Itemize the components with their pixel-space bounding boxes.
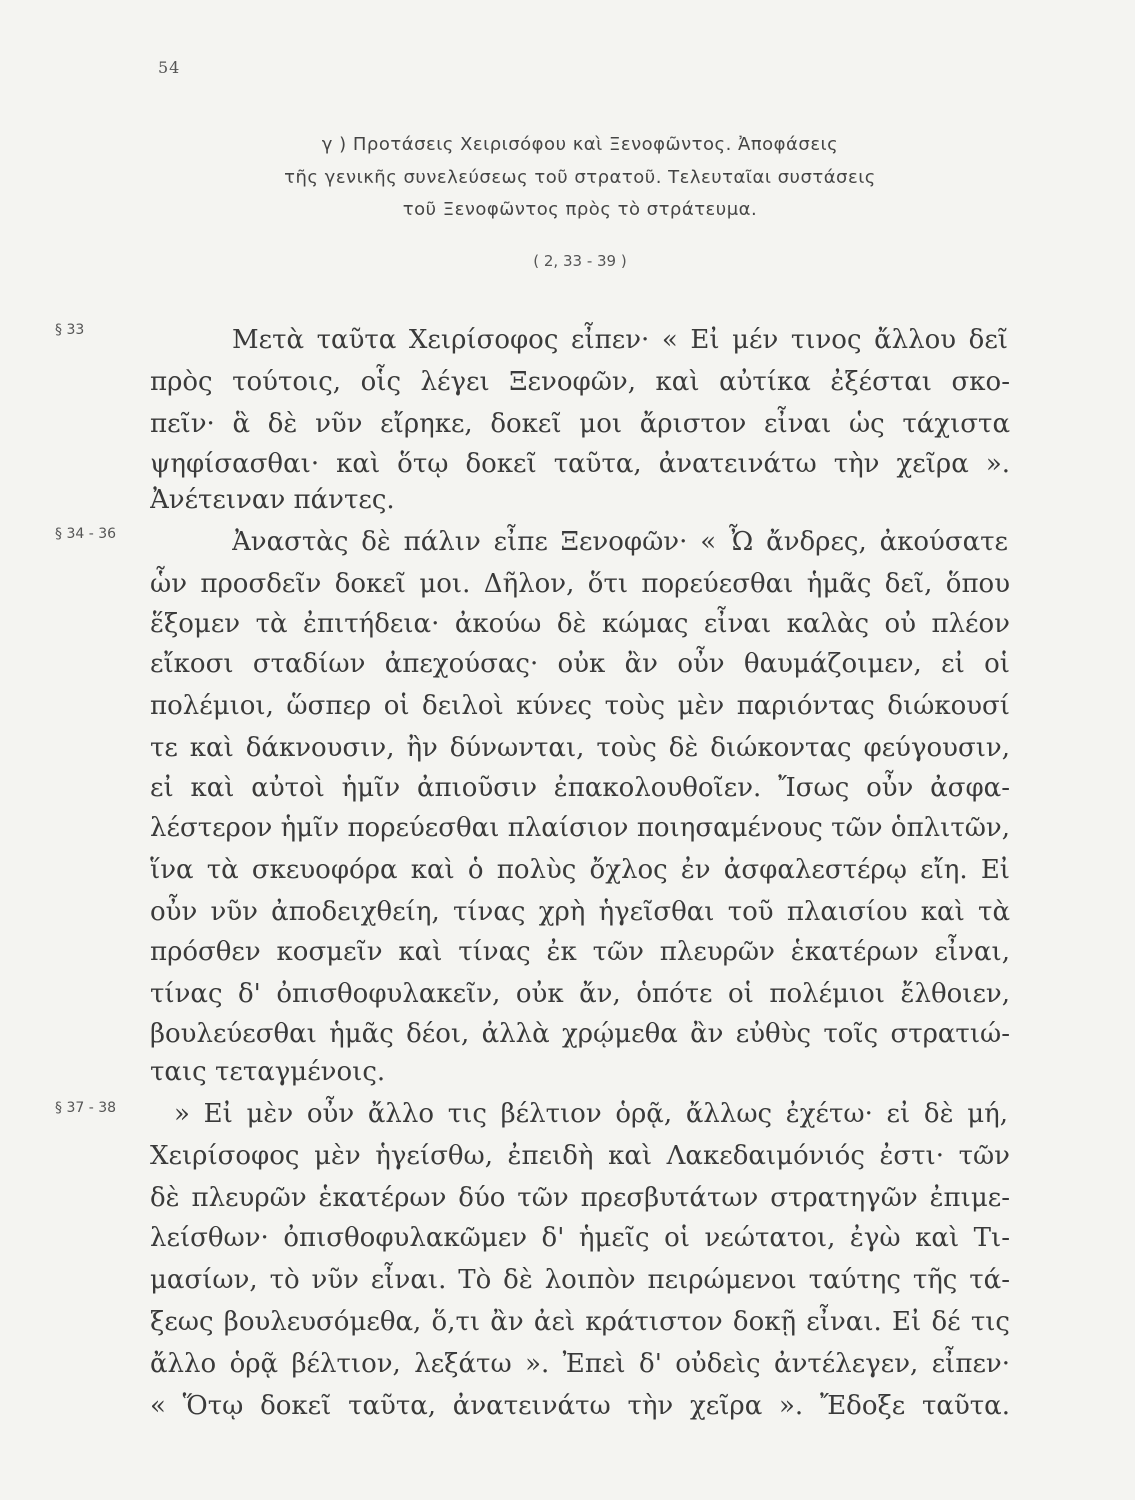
- text-line: εἴκοσι σταδίων ἀπεχούσας· οὐκ ἂν οὖν θαυμάζοιμεν, εἰ οἱ: [150, 649, 1010, 679]
- text-line: βουλεύεσθαι ἡμᾶς δέοι, ἀλλὰ χρῴμεθα ἂν εὐθὺς τοῖς στρατιώ-: [150, 1019, 1010, 1049]
- text-line: » Εἰ μὲν οὖν ἄλλο τις βέλτιον ὁρᾷ, ἄλλως ἐχέτω· εἰ δὲ μή,: [174, 1099, 1008, 1129]
- text-line: « Ὅτῳ δοκεῖ ταῦτα, ἀνατεινάτω τὴν χεῖρα ». Ἔδοξε ταῦτα.: [150, 1391, 1010, 1421]
- text-line: τε καὶ δάκνουσιν, ἢν δύνωνται, τοὺς δὲ διώκοντας φεύγουσιν,: [150, 733, 1010, 763]
- text-line: τίνας δ' ὀπισθοφυλακεῖν, οὐκ ἄν, ὁπότε οἱ πολέμιοι ἔλθοιεν,: [150, 979, 1010, 1009]
- chapter-heading-line-3: τοῦ Ξενοφῶντος πρὸς τὸ στράτευμα.: [402, 199, 758, 220]
- page-number: 54: [158, 58, 181, 77]
- text-line: Μετὰ ταῦτα Χειρίσοφος εἶπεν· « Εἰ μέν τινος ἄλλου δεῖ: [232, 325, 1008, 355]
- text-line: πεῖν· ἃ δὲ νῦν εἴρηκε, δοκεῖ μοι ἄριστον εἶναι ὡς τάχιστα: [150, 409, 1010, 439]
- text-line: ὧν προσδεῖν δοκεῖ μοι. Δῆλον, ὅτι πορεύεσθαι ἡμᾶς δεῖ, ὅπου: [150, 569, 1010, 599]
- text-line: Ἀνέτειναν πάντες.: [150, 485, 395, 515]
- chapter-heading-line-1: γ ) Προτάσεις Χειρισόφου καὶ Ξενοφῶντος. Ἀποφάσεις: [321, 134, 839, 155]
- text-line: πολέμιοι, ὥσπερ οἱ δειλοὶ κύνες τοὺς μὲν παριόντας διώκουσί: [150, 691, 1010, 721]
- text-line: ψηφίσασθαι· καὶ ὅτῳ δοκεῖ ταῦτα, ἀνατεινάτω τὴν χεῖρα ».: [150, 449, 1010, 479]
- text-line: λείσθων· ὀπισθοφυλακῶμεν δ' ἡμεῖς οἱ νεώτατοι, ἐγὼ καὶ Τι-: [150, 1223, 1010, 1253]
- text-line: ἕξομεν τὰ ἐπιτήδεια· ἀκούω δὲ κώμας εἶναι καλὰς οὐ πλέον: [150, 609, 1010, 639]
- text-line: πρὸς τούτοις, οἷς λέγει Ξενοφῶν, καὶ αὐτίκα ἐξέσται σκο-: [150, 367, 1010, 397]
- chapter-heading-line-2: τῆς γενικῆς συνελεύσεως τοῦ στρατοῦ. Τελευταῖαι συστάσεις: [284, 167, 876, 188]
- text-line: πρόσθεν κοσμεῖν καὶ τίνας ἐκ τῶν πλευρῶν ἑκατέρων εἶναι,: [150, 937, 1010, 967]
- text-line: δὲ πλευρῶν ἑκατέρων δύο τῶν πρεσβυτάτων στρατηγῶν ἐπιμε-: [150, 1183, 1010, 1213]
- text-line: Ἀναστὰς δὲ πάλιν εἶπε Ξενοφῶν· « Ὦ ἄνδρες, ἀκούσατε: [232, 527, 1008, 557]
- text-line: Χειρίσοφος μὲν ἡγείσθω, ἐπειδὴ καὶ Λακεδαιμόνιός ἐστι· τῶν: [150, 1141, 1010, 1171]
- text-line: λέστερον ἡμῖν πορεύεσθαι πλαίσιον ποιησαμένους τῶν ὁπλιτῶν,: [150, 813, 1010, 843]
- section-label-33: § 33: [55, 322, 85, 338]
- section-label-37-38: § 37 - 38: [55, 1100, 117, 1116]
- text-line: ξεως βουλευσόμεθα, ὅ,τι ἂν ἀεὶ κράτιστον δοκῇ εἶναι. Εἰ δέ τις: [150, 1307, 1010, 1337]
- text-line: ἄλλο ὁρᾷ βέλτιον, λεξάτω ». Ἐπεὶ δ' οὐδεὶς ἀντέλεγεν, εἶπεν·: [150, 1349, 1010, 1379]
- text-line: οὖν νῦν ἀποδειχθείη, τίνας χρὴ ἡγεῖσθαι τοῦ πλαισίου καὶ τὰ: [150, 897, 1010, 927]
- text-line: ταις τεταγμένοις.: [150, 1057, 386, 1087]
- text-line: μασίων, τὸ νῦν εἶναι. Τὸ δὲ λοιπὸν πειρώμενοι ταύτης τῆς τά-: [150, 1265, 1010, 1295]
- section-label-34-36: § 34 - 36: [55, 526, 117, 542]
- text-line: εἰ καὶ αὐτοὶ ἡμῖν ἀπιοῦσιν ἐπακολουθοῖεν. Ἴσως οὖν ἀσφα-: [150, 773, 1010, 803]
- text-line: ἵνα τὰ σκευοφόρα καὶ ὁ πολὺς ὄχλος ἐν ἀσφαλεστέρῳ εἴη. Εἰ: [150, 855, 1010, 885]
- passage-reference: ( 2, 33 - 39 ): [533, 252, 627, 270]
